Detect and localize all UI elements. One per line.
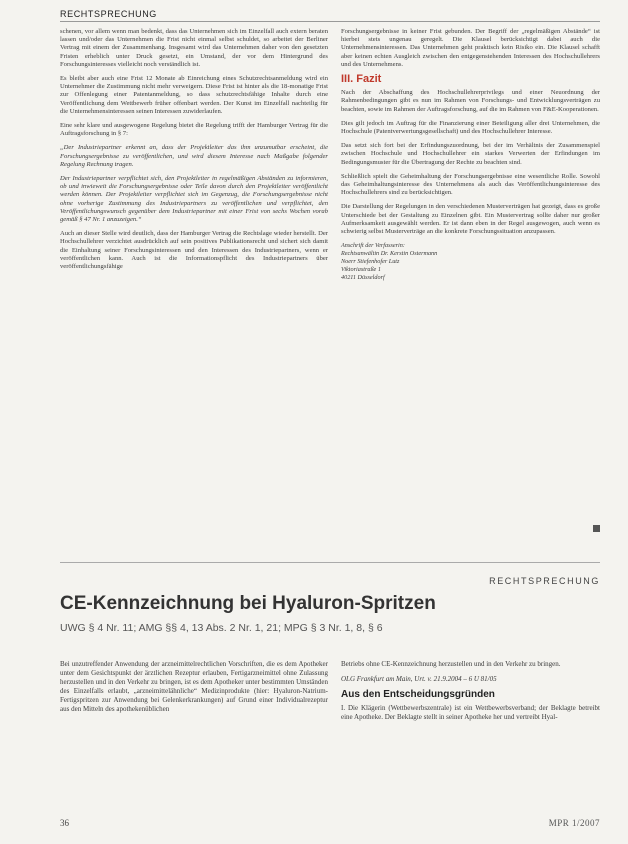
- section-heading: III. Fazit: [341, 73, 382, 86]
- paragraph: schenen, vor allem wenn man bedenkt, dass das Unternehmen sich im Einzelfall auch extern beraten lassen und/oder das Unternehmen die Frist nicht einmal selbst schuldet, so arbeitet der Berliner Vertrag mit einem der Zusammenhang. Insgesamt wird das Unternehmen daher von den gesetzten Fristen erheblich unter Druck gesetzt, ein Umstand, der vor dem Hintergrund des Forschungsinteresses vielleicht noch verständlich ist.: [60, 28, 328, 68]
- paragraph: I. Die Klägerin (Wettbewerbszentrale) ist ein Wettbewerbsverband; der Beklagte betreibt eine Apotheke. Der Beklagte stellt in seiner Apotheke her und vertreibt Hyal-: [341, 704, 600, 721]
- right-column: [341, 28, 600, 282]
- paragraph: Forschungsergebnisse in keiner Frist gebunden. Der Begriff der „regelmäßigen Abstände“ ist hierbei stets ungenau geregelt. Die Klausel berücksichtigt dabei auch die Unternehmensinteressen. Das Unternehmen geht praktisch kein Risiko ein. Die Klausel schafft aber keinen echten Ausgleich zwischen den entgegenstehenden Interessen des Hochschullehrers und des Unternehmens.: [341, 28, 600, 68]
- headnote: Bei unzutreffender Anwendung der arzneimittelrechtlichen Vorschriften, die es dem Apotheker unter dem Gesichtspunkt der ärztlichen Rezeptur erlauben, Fertigarzneimittel ohne Zulassung herzustellen und in den Verkehr zu bringen, ist es dem Apotheker unter bestimmten Umständen des Einzelfalls erlaubt, „arzneimittelähnliche“ Medizinprodukte (hier: Hyaluron-Natrium-Fertigspritzen zur Anwendung bei Gelenkerkrankungen) auf Grund einer Individualrezeptur aus den Mitteln des apothekenüblichen: [60, 660, 328, 713]
- paragraph: Nach der Abschaffung des Hochschullehrerprivilegs und einer Neuordnung der Rahmenbedingungen gibt es nun im Rahmen von Forschungs- und Entwicklungsverträgen zu beachten, sowie im Rahmen der Auftragsforschung, auf die im Rahmen von F&E-Kooperationen.: [341, 89, 600, 113]
- header-rule: [60, 21, 600, 22]
- quote: Der Industriepartner verpflichtet sich, den Projektleiter in regelmäßigen Abständen zu informieren, ob und inwieweit die Forschungsergebnisse oder Teile davon durch den Projektleiter veröffentlicht werden können. Der Projektleiter verpflichtet sich im Gegenzug, die Forschungsergebnisse nicht ohne vorherige Zustimmung des Industriepartners zu veröffentlichen und verpflichtet, den Veröffentlichungswunsch gegenüber dem Industriepartner mit einer Frist von sechs Wochen vorab gemäß § 47 Nr. 1 anzuzeigen.“: [60, 175, 328, 224]
- paragraph: Das setzt sich fort bei der Erfindungszuordnung, bei der im Verhältnis der Zusammenspiel zwischen Hochschule und Hochschullehrer ein starkes Verwerten der Erfindungen im Bedingungsmuster für die Übertragung der Rechte zu beachten sind.: [341, 142, 600, 166]
- left-column: [60, 28, 328, 277]
- lower-right-column: [341, 660, 600, 728]
- quote: „Der Industriepartner erkennt an, dass der Projektleiter das ihm unzumutbar erscheint, die Forschungsergebnisse zu veröffentlichen, und wird diesem Interesse nach Maßgabe folgender Regelung Rechnung tragen.: [60, 144, 328, 168]
- end-of-article-mark: [593, 525, 600, 532]
- section-heading: Aus den Entscheidungsgründen: [341, 689, 495, 700]
- paragraph: Auch an dieser Stelle wird deutlich, dass der Hamburger Vertrag die Rechtslage wieder herstellt. Der Hochschullehrer verzichtet ausdrücklich auf sein positives Publikationsrecht und sichert sich damit die Einhaltung seiner Forschungsinteressen und den Interessen des Industriepartners, wenn er veröffentlichen kann. Auch ist die Informationspflicht des Industriepartners über veröffentlichungsfähige: [60, 230, 328, 271]
- running-head: RECHTSPRECHUNG: [60, 9, 157, 19]
- article-subtitle: UWG § 4 Nr. 11; AMG §§ 4, 13 Abs. 2 Nr. 1, 21; MPG § 3 Nr. 1, 8, § 6: [60, 622, 383, 634]
- court-citation: OLG Frankfurt am Main, Urt. v. 21.9.2004 – 6 U 81/05: [341, 675, 497, 683]
- headnote-continued: Betriebs ohne CE-Kennzeichnung herzustellen und in den Verkehr zu bringen.: [341, 660, 561, 668]
- paragraph: Schließlich spielt die Geheimhaltung der Forschungsergebnisse eine wesentliche Rolle. Sowohl das Geheimhaltungsinteresse des Unternehmens als auch das Veröffentlichungsinteresse des Hochschullehrers sind zu berücksichtigen.: [341, 172, 600, 197]
- paragraph: Es bleibt aber auch eine Frist 12 Monate ab Einreichung eines Schutzrechtsanmeldung wird ein Unternehmer die Zustimmung nicht mehr verweigern. Diese Frist ist hinter als die 18-monatige Frist zur Offenlegung einer Patentanmeldung, so dass schutzrechtsfähige Inhalte durch eine Veröffentlichung dem Wettbewerb früher offenbart werden. Der Kunst im Einzelfall nachteilig für die Unternehmensinteressen seinen Interessen zuwiderlaufen.: [60, 75, 328, 115]
- paragraph: Dies gilt jedoch im Auftrag für die Finanzierung einer Beteiligung aller drei Unternehmen, die Hochschule (Patentverwertungsgesellschaft) und des Hochschullehrer Interesse.: [341, 119, 600, 136]
- address-line: Noerr Stiefenhofer Lutz: [341, 258, 400, 266]
- issue-label: MPR 1/2007: [548, 818, 600, 828]
- section-divider: [60, 562, 600, 563]
- address-line: Viktoriastraße 1: [341, 266, 381, 274]
- lower-left-column: [60, 660, 328, 720]
- page-number: 36: [60, 818, 69, 828]
- address-line: 40211 Düsseldorf: [341, 274, 385, 282]
- paragraph: Die Darstellung der Regelungen in den verschiedenen Musterverträgen hat gezeigt, dass es große Unterschiede bei der Gestaltung zu Einzelnen gibt. Ein Mustervertrag sollte daher nur großer Aufmerksamkeit ausgewählt werden. Er ist dann eben in der Regel ausgewogen, auch wenn es schwierig selbst Musterverträge an die konkrete Forschungssituation anzupassen.: [341, 203, 600, 236]
- section-label: RECHTSPRECHUNG: [489, 576, 600, 586]
- address-line: Rechtsanwältin Dr. Kerstin Ostermann: [341, 250, 438, 258]
- article-title: CE-Kennzeichnung bei Hyaluron-Spritzen: [60, 593, 436, 614]
- paragraph: Eine sehr klare und ausgewogene Regelung bietet die Regelung trifft der Hamburger Vertrag für die Auftragsforschung in § 7:: [60, 122, 328, 138]
- address-label: Anschrift der Verfasserin:: [341, 242, 405, 250]
- author-address: [341, 242, 600, 282]
